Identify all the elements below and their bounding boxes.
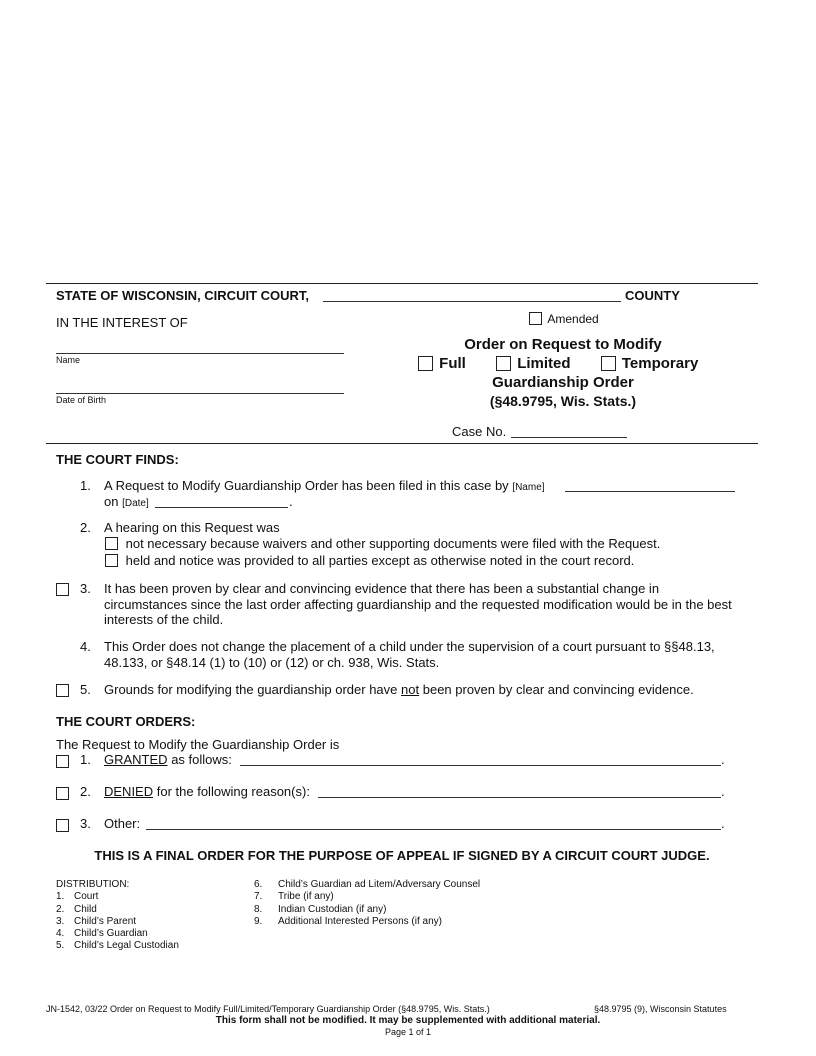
limited-label: Limited (517, 355, 571, 372)
denied-period: . (721, 784, 725, 799)
list-item: 7. Tribe (if any) (254, 891, 334, 903)
name-caption: Name (56, 355, 81, 365)
list-item: 8. Indian Custodian (if any) (254, 903, 387, 915)
finding-3-number: 3. (80, 581, 91, 596)
hearing-held-checkbox[interactable] (105, 554, 118, 567)
county-name-field[interactable] (323, 301, 621, 302)
finding-1-name-hint: [Name] (512, 482, 545, 493)
amended-checkbox[interactable] (529, 312, 542, 325)
full-label: Full (439, 355, 466, 372)
top-rule (46, 283, 758, 284)
header-bottom-rule (46, 443, 758, 444)
case-no-label: Case No. (452, 424, 507, 439)
guardianship-type-options (418, 355, 698, 372)
temporary-checkbox[interactable] (601, 356, 616, 371)
finding-2-text: A hearing on this Request was (104, 520, 280, 535)
hearing-not-necessary-option[interactable] (105, 536, 660, 551)
denied-label: DENIED (104, 784, 154, 799)
amended-label: Amended (547, 312, 599, 326)
interest-of-label: IN THE INTEREST OF (56, 315, 188, 330)
orders-intro: The Request to Modify the Guardianship Order is (56, 737, 340, 752)
finding-5-checkbox[interactable] (56, 684, 69, 697)
final-order-notice: THIS IS A FINAL ORDER FOR THE PURPOSE OF APPEAL IF SIGNED BY A CIRCUIT COURT JUDGE. (94, 848, 710, 863)
finding-5-text (104, 682, 694, 697)
order-3-number: 3. (80, 816, 91, 831)
finding-3-line2: circumstances since the last order affecting guardianship and the requested modification would be in the best (104, 597, 732, 612)
finding-3-line1: It has been proven by clear and convincing evidence that there has been a substantial change in (104, 581, 660, 596)
court-finds-heading: THE COURT FINDS: (56, 452, 179, 467)
form-id: JN-1542, 03/22 Order on Request to Modify Full/Limited/Temporary Guardianship Order (§48.9795, Wis. Stats.) (46, 1004, 490, 1014)
other-label: Other: (104, 816, 141, 831)
finding-5-not: not (401, 682, 420, 697)
filing-date-field[interactable] (155, 507, 288, 508)
other-details-field[interactable] (146, 829, 721, 830)
order-2-text (104, 784, 310, 799)
footer-statutes: §48.9795 (9), Wisconsin Statutes (594, 1004, 727, 1014)
order-1-text (104, 752, 232, 767)
limited-checkbox[interactable] (496, 356, 511, 371)
granted-period: . (721, 752, 725, 767)
list-item: 1. Court (56, 891, 99, 903)
filer-name-field[interactable] (565, 491, 735, 492)
distribution-heading: DISTRIBUTION: (56, 879, 130, 890)
denied-reasons-field[interactable] (318, 797, 721, 798)
amended-option[interactable] (529, 312, 599, 326)
court-orders-heading: THE COURT ORDERS: (56, 714, 196, 729)
hearing-held-label: held and notice was provided to all parties except as otherwise noted in the court record. (125, 553, 635, 568)
state-court-label: STATE OF WISCONSIN, CIRCUIT COURT, (56, 288, 310, 303)
other-checkbox[interactable] (56, 819, 69, 832)
finding-2-number: 2. (80, 520, 91, 535)
full-option[interactable] (418, 355, 470, 372)
page-number: Page 1 of 1 (384, 1027, 432, 1037)
finding-5-number: 5. (80, 682, 91, 697)
finding-1-statement: A Request to Modify Guardianship Order has been filed in this case by (104, 478, 509, 493)
hearing-not-necessary-label: not necessary because waivers and other supporting documents were filed with the Request. (125, 536, 661, 551)
full-checkbox[interactable] (418, 356, 433, 371)
list-item: 6. Child’s Guardian ad Litem/Adversary Counsel (254, 879, 481, 890)
list-item: 9. Additional Interested Persons (if any) (254, 915, 442, 927)
denied-checkbox[interactable] (56, 787, 69, 800)
finding-3-line3: interests of the child. (104, 612, 224, 627)
list-item: 3. Child’s Parent (56, 915, 137, 927)
limited-option[interactable] (496, 355, 575, 372)
child-name-field[interactable] (56, 353, 344, 354)
dob-caption: Date of Birth (56, 395, 107, 405)
finding-4-line1: This Order does not change the placement of a child under the supervision of a court pursuant to §§48.13, (104, 639, 715, 654)
hearing-not-necessary-checkbox[interactable] (105, 537, 118, 550)
case-no-field[interactable] (511, 437, 627, 438)
child-dob-field[interactable] (56, 393, 344, 394)
order-2-number: 2. (80, 784, 91, 799)
list-item: 5. Child’s Legal Custodian (56, 940, 179, 952)
finding-5-pre: Grounds for modifying the guardianship order have (104, 682, 398, 697)
finding-1-date-hint: [Date] (122, 498, 149, 509)
denied-text: for the following reason(s): (156, 784, 310, 799)
finding-4-number: 4. (80, 639, 91, 654)
granted-text: as follows: (171, 752, 232, 767)
list-item: 2. Child (56, 903, 97, 915)
granted-details-field[interactable] (240, 765, 721, 766)
hearing-held-option[interactable] (105, 553, 634, 568)
other-period: . (721, 816, 725, 831)
temporary-label: Temporary (621, 355, 699, 372)
finding-3-checkbox[interactable] (56, 583, 69, 596)
distribution-list-right (254, 879, 480, 928)
modification-notice: This form shall not be modified. It may be supplemented with additional material. (215, 1015, 601, 1026)
form-title-line3: Guardianship Order (492, 374, 634, 391)
filing-date-period: . (289, 494, 293, 509)
form-title-line1: Order on Request to Modify (464, 336, 662, 353)
finding-1-date-row (104, 494, 149, 509)
finding-4-line2: 48.133, or §48.14 (1) to (10) or (12) or ch. 938, Wis. Stats. (104, 655, 440, 670)
granted-checkbox[interactable] (56, 755, 69, 768)
form-statute: (§48.9795, Wis. Stats.) (489, 393, 637, 409)
finding-5-post: been proven by clear and convincing evidence. (422, 682, 694, 697)
finding-1-on: on (104, 494, 119, 509)
granted-label: GRANTED (104, 752, 168, 767)
finding-1-number: 1. (80, 478, 91, 493)
list-item: 4. Child’s Guardian (56, 928, 148, 940)
county-label: COUNTY (625, 288, 680, 303)
order-1-number: 1. (80, 752, 91, 767)
finding-1-text (104, 478, 545, 493)
temporary-option[interactable] (601, 355, 699, 372)
distribution-list-left (56, 879, 179, 953)
